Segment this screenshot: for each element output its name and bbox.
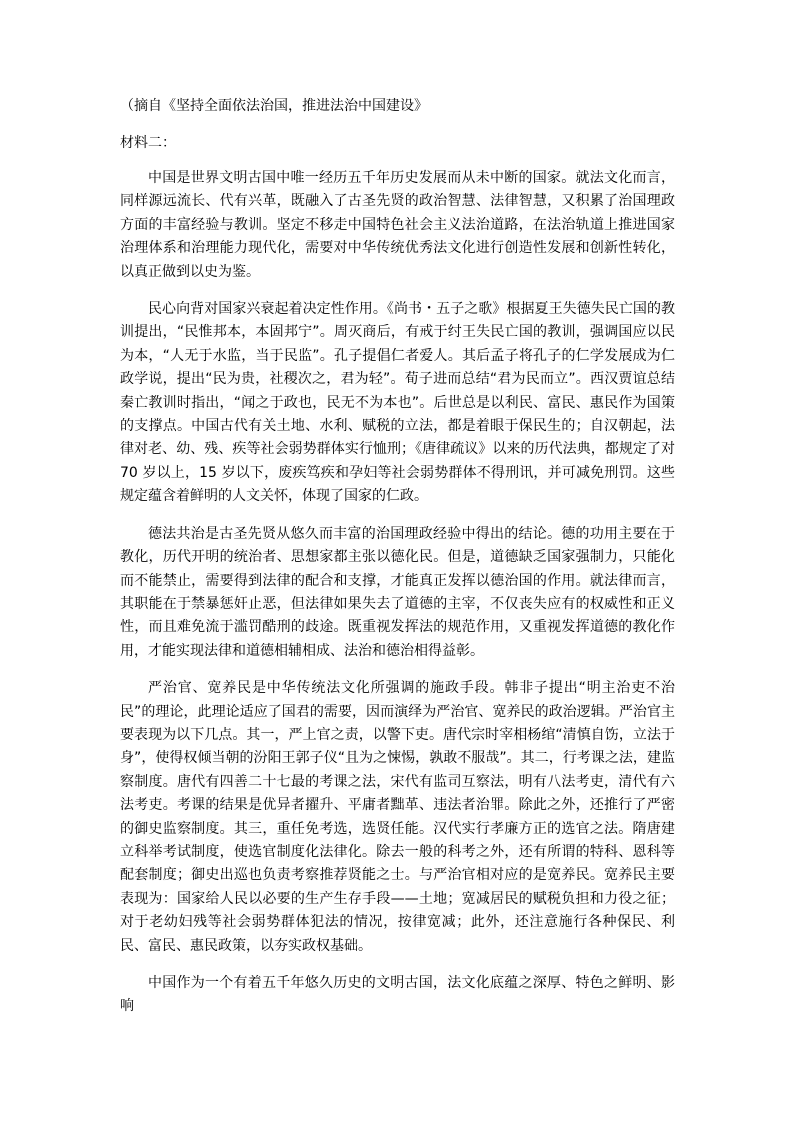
document-body [120, 95, 675, 1033]
paragraph: 中国是世界文明古国中唯一经历五千年历史发展而从未中断的国家。就法文化而言，同样源远流长、代有兴革，既融入了古圣先贤的政治智慧、法律智慧，又积累了治国理政方面的丰富经验与教训。坚定不移走中国特色社会主义法治道路，在法治轨道上推进国家治理体系和治理能力现代化，需要对中华传统优秀法文化进行创造性发展和创新性转化，以真正做到以史为鉴。 [120, 170, 675, 280]
section-label: 材料二： [120, 135, 176, 151]
paragraph: 民心向背对国家兴衰起着决定性作用。《尚书・五子之歌》根据夏王失德失民亡国的教训提出，“民惟邦本，本固邦宁”。周灭商后，有戒于纣王失民亡国的教训，强调国应以民为本，“人无于水监，当于民监”。孔子提倡仁者爱人。其后孟子将孔子的仁学发展成为仁政学说，提出“民为贵，社稷次之，君为轻”。荀子进而总结“君为民而立”。西汉贾谊总结秦亡教训时指出，“闻之于政也，民无不为本也”。后世总是以利民、富民、惠民作为国策的支撑点。中国古代有关土地、水利、赋税的立法，都是着眼于保民生的；自汉朝起，法律对老、幼、残、疾等社会弱势群体实行恤刑；《唐律疏议》以来的历代法典，都规定了对 70 岁以上，15 岁以下，废疾笃疾和孕妇等社会弱势群体不得刑讯，并可减免刑罚。这些规定蕴含着鲜明的人文关怀，体现了国家的仁政。 [120, 301, 675, 505]
source-citation: （摘自《坚持全面依法治国，推进法治中国建设》 [120, 98, 428, 114]
paragraph: 严治官、宽养民是中华传统法文化所强调的施政手段。韩非子提出“明主治吏不治民”的理论，此理论适应了国君的需要，因而演绎为严治官、宽养民的政治逻辑。严治官主要表现为以下几点。其一，严上官之责，以警下吏。唐代宗时宰相杨绾“清慎自饬，立法于身”，使得权倾当朝的汾阳王郭子仪“且为之悚惕，孰敢不服哉”。其二，行考课之法，建监察制度。唐代有四善二十七最的考课之法，宋代有监司互察法，明有八法考吏，清代有六法考吏。考课的结果是优异者擢升、平庸者黜革、违法者治罪。除此之外，还推行了严密的御史监察制度。其三，重任免考选，选贤任能。汉代实行孝廉方正的选官之法。隋唐建立科举考试制度，使选官制度化法律化。除去一般的科考之外，还有所谓的特科、恩科等配套制度；御史出巡也负责考察推荐贤能之士。与严治官相对应的是宽养民。宽养民主要表现为：国家给人民以必要的生产生存手段——土地；宽减居民的赋税负担和力役之征；对于老幼妇残等社会弱势群体犯法的情况，按律宽减；此外，还注意施行各种保民、利民、富民、惠民政策，以夯实政权基础。 [120, 680, 675, 954]
paragraph: 中国作为一个有着五千年悠久历史的文明古国，法文化底蕴之深厚、特色之鲜明、影响 [120, 975, 675, 1015]
paragraph: 德法共治是古圣先贤从悠久而丰富的治国理政经验中得出的结论。德的功用主要在于教化，历代开明的统治者、思想家都主张以德化民。但是，道德缺乏国家强制力，只能化而不能禁止，需要得到法律的配合和支撑，才能真正发挥以德治国的作用。就法律而言，其职能在于禁暴惩奸止恶，但法律如果失去了道德的主宰，不仅丧失应有的权威性和正义性，而且难免流于滥罚酷刑的歧途。既重视发挥法的规范作用，又重视发挥道德的教化作用，才能实现法律和道德相辅相成、法治和德治相得益彰。 [120, 525, 675, 659]
